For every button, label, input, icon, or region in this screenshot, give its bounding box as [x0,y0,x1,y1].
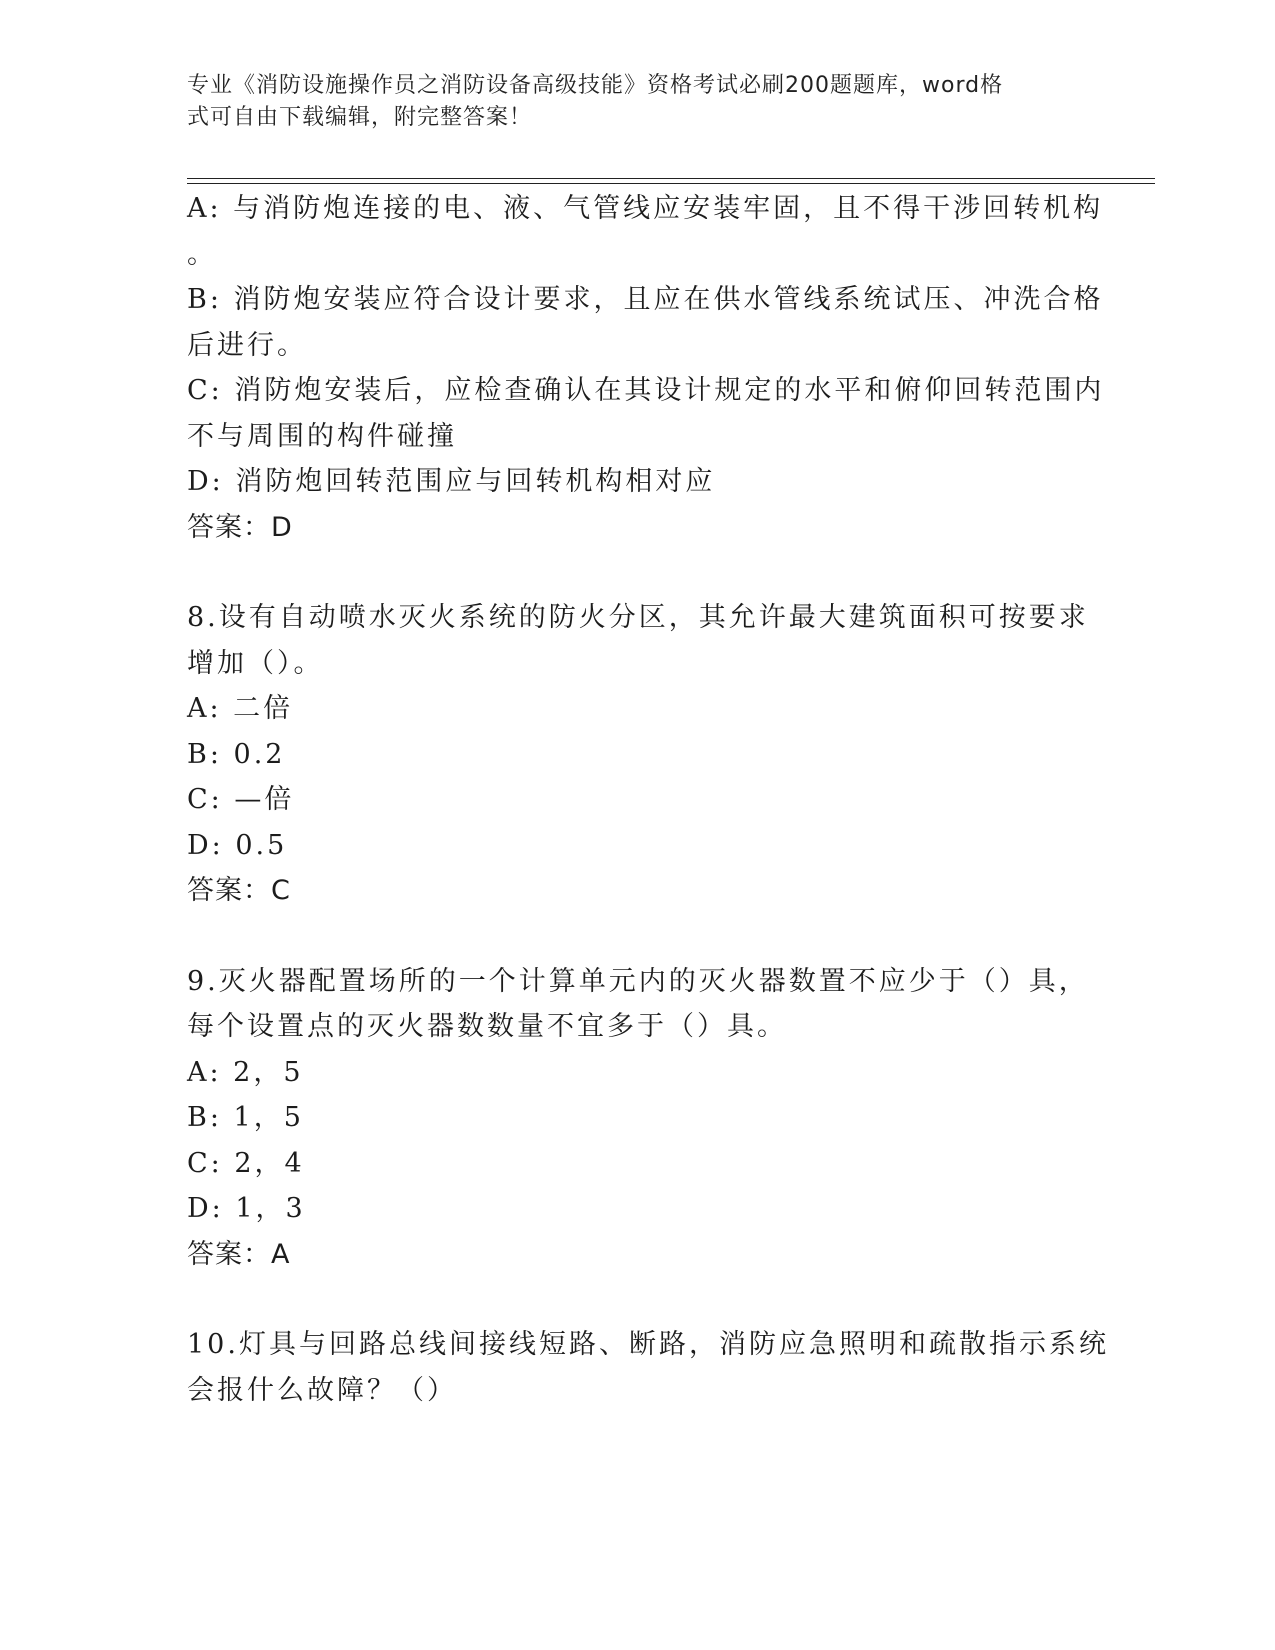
spacer [187,550,1087,595]
q9-question-line-1: 9.灭火器配置场所的一个计算单元内的灭火器数置不应少于（）具， [187,965,1089,997]
q7-option-c-line-1: C: 消防炮安装后，应检查确认在其设计规定的水平和俯仰回转范围内 [187,375,1105,406]
q9-option-d: D: 1，3 [187,1193,306,1224]
q9-option-b: B: 1，5 [187,1102,304,1133]
q8-question-line-2: 增加（）。 [187,647,324,679]
q10-question-line-2: 会报什么故障？（） [187,1374,457,1406]
q9-option-c: C: 2，4 [187,1147,305,1179]
q8-answer: 答案：C [187,875,291,906]
q8-option-d: D: 0.5 [187,829,288,861]
header-divider-top [187,178,1155,179]
q10-question-line-1: 10.灯具与回路总线间接线短路、断路，消防应急照明和疏散指示系统 [187,1329,1109,1360]
question-9 [187,959,1087,1278]
spacer [187,1277,1087,1322]
q7-option-a-line-1: A: 与消防炮连接的电、液、气管线应安装牢固，且不得干涉回转机构 [187,193,1104,224]
q7-option-a-line-2: 。 [187,238,217,270]
q7-option-c-line-2: 不与周围的构件碰撞 [187,420,457,452]
document-body [187,186,1109,1413]
header-title-line-2: 式可自由下载编辑，附完整答案！ [187,105,533,130]
q9-question-line-2: 每个设置点的灭火器数数量不宜多于（）具。 [187,1011,787,1042]
q8-option-c: C: —倍 [187,784,295,815]
q9-answer: 答案：A [187,1238,291,1270]
document-header [187,70,1067,134]
question-8 [187,595,1087,914]
header-divider-bottom [187,183,1155,184]
q7-option-d: D: 消防炮回转范围应与回转机构相对应 [187,466,716,497]
q7-option-b-line-1: B: 消防炮安装应符合设计要求，且应在供水管线系统试压、冲洗合格 [187,284,1104,315]
header-title-line-1: 专业《消防设施操作员之消防设备高级技能》资格考试必刷200题题库，word格 [187,73,1004,98]
q7-answer: 答案：D [187,511,293,543]
q9-option-a: A: 2，5 [187,1056,304,1088]
question-10 [187,1322,1109,1413]
q8-question-line-1: 8.设有自动喷水灭火系统的防火分区，其允许最大建筑面积可按要求 [187,602,1089,633]
question-7 [187,186,1105,550]
spacer [187,914,1087,959]
q8-option-a: A: 二倍 [187,693,294,724]
q7-option-b-line-2: 后进行。 [187,329,307,361]
q8-option-b: B: 0.2 [187,738,286,770]
